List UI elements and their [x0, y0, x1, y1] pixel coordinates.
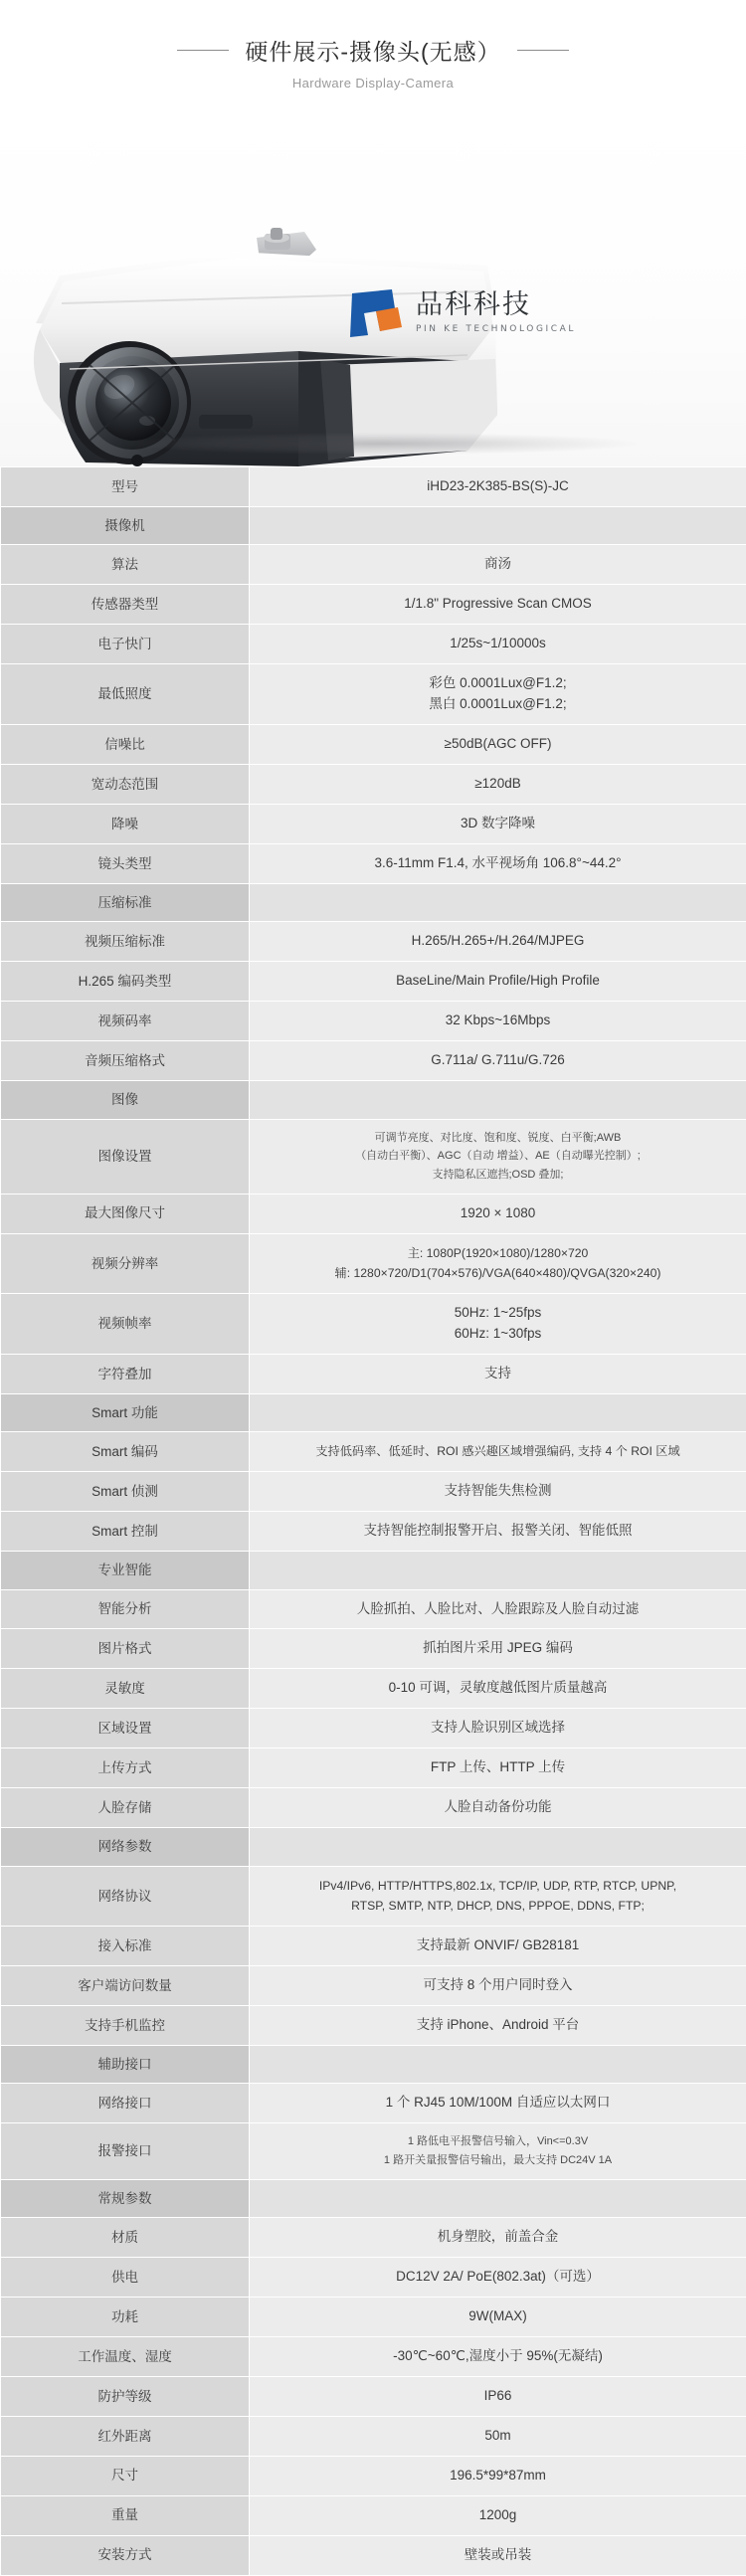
- spec-value: FTP 上传、HTTP 上传: [250, 1748, 746, 1788]
- spec-label: 区域设置: [1, 1709, 250, 1748]
- spec-value: 支持 iPhone、Android 平台: [250, 2005, 746, 2045]
- table-row: [1, 1966, 746, 2006]
- divider-left: [177, 50, 229, 51]
- table-row: [1, 1294, 746, 1355]
- spec-label: 传感器类型: [1, 585, 250, 625]
- table-row: [1, 1828, 746, 1867]
- spec-value: 支持最新 ONVIF/ GB28181: [250, 1927, 746, 1966]
- spec-value: 50m: [250, 2416, 746, 2456]
- table-row: [1, 2218, 746, 2258]
- spec-value: 壁装或吊装: [250, 2535, 746, 2575]
- table-row: [1, 2084, 746, 2123]
- spec-label: 重量: [1, 2495, 250, 2535]
- spec-value: 3D 数字降噪: [250, 804, 746, 843]
- table-row: [1, 883, 746, 922]
- spec-value: [250, 1828, 746, 1867]
- spec-value: 抓拍图片采用 JPEG 编码: [250, 1629, 746, 1669]
- table-row: [1, 625, 746, 664]
- spec-value: H.265/H.265+/H.264/MJPEG: [250, 922, 746, 962]
- table-row: [1, 1748, 746, 1788]
- spec-label: 摄像机: [1, 506, 250, 545]
- spec-label: 红外距离: [1, 2416, 250, 2456]
- spec-label: 网络参数: [1, 1828, 250, 1867]
- spec-value: 支持人脸识别区域选择: [250, 1709, 746, 1748]
- spec-value: BaseLine/Main Profile/High Profile: [250, 962, 746, 1002]
- table-row: [1, 1233, 746, 1293]
- table-row: [1, 962, 746, 1002]
- table-row: [1, 725, 746, 765]
- table-row: [1, 1041, 746, 1081]
- spec-value: 1200g: [250, 2495, 746, 2535]
- table-row: [1, 1551, 746, 1589]
- spec-label: 算法: [1, 545, 250, 585]
- spec-label: 灵敏度: [1, 1669, 250, 1709]
- spec-label: 防护等级: [1, 2376, 250, 2416]
- table-row: [1, 1788, 746, 1828]
- table-row: [1, 1393, 746, 1432]
- spec-value: 1 路低电平报警信号输入，Vin<=0.3V 1 路开关量报警信号输出，最大支持 DC24V 1A: [250, 2123, 746, 2179]
- svg-text:PIN KE TECHNOLOGICAL: PIN KE TECHNOLOGICAL: [416, 324, 576, 334]
- spec-label: 常规参数: [1, 2179, 250, 2218]
- table-row: [1, 1512, 746, 1552]
- spec-table: [0, 466, 746, 2576]
- spec-value: 支持: [250, 1354, 746, 1393]
- page-header: [0, 0, 746, 116]
- spec-value: [250, 506, 746, 545]
- spec-label: 功耗: [1, 2298, 250, 2337]
- product-image-area: [0, 116, 746, 466]
- spec-value: IPv4/IPv6, HTTP/HTTPS,802.1x, TCP/IP, UDP, RTP, RTCP, UPNP, RTSP, SMTP, NTP, DHCP, DNS, PPPOE, DDNS, FTP;: [250, 1866, 746, 1926]
- spec-value: 3.6-11mm F1.4, 水平视场角 106.8°~44.2°: [250, 843, 746, 883]
- table-row: [1, 1119, 746, 1194]
- table-row: [1, 1629, 746, 1669]
- spec-label: 压缩标准: [1, 883, 250, 922]
- spec-label: 字符叠加: [1, 1354, 250, 1393]
- spec-label: 供电: [1, 2258, 250, 2298]
- spec-label: 上传方式: [1, 1748, 250, 1788]
- spec-label: 最低照度: [1, 664, 250, 725]
- spec-value: [250, 1393, 746, 1432]
- camera-illustration: [0, 116, 746, 466]
- spec-label: Smart 编码: [1, 1432, 250, 1472]
- table-row: [1, 2005, 746, 2045]
- spec-label: 镜头类型: [1, 843, 250, 883]
- spec-label: 客户端访问数量: [1, 1966, 250, 2006]
- spec-value: [250, 883, 746, 922]
- table-row: [1, 2495, 746, 2535]
- spec-label: 报警接口: [1, 2123, 250, 2179]
- spec-value: 主: 1080P(1920×1080)/1280×720 辅: 1280×720/D1(704×576)/VGA(640×480)/QVGA(320×240): [250, 1233, 746, 1293]
- spec-label: 支持手机监控: [1, 2005, 250, 2045]
- spec-value: 可调节亮度、对比度、饱和度、锐度、白平衡;AWB （自动白平衡）、AGC（自动 增益）、AE（自动曝光控制）; 支持隐私区遮挡;OSD 叠加;: [250, 1119, 746, 1194]
- table-row: [1, 1002, 746, 1041]
- spec-label: 辅助接口: [1, 2045, 250, 2084]
- product-shadow: [119, 433, 637, 455]
- spec-label: 材质: [1, 2218, 250, 2258]
- table-row: [1, 467, 746, 507]
- spec-value: 机身塑胶，前盖合金: [250, 2218, 746, 2258]
- table-row: [1, 765, 746, 805]
- spec-label: Smart 功能: [1, 1393, 250, 1432]
- spec-value: 彩色 0.0001Lux@F1.2; 黑白 0.0001Lux@F1.2;: [250, 664, 746, 725]
- divider-right: [517, 50, 569, 51]
- table-row: [1, 2456, 746, 2495]
- spec-label: 音频压缩格式: [1, 1041, 250, 1081]
- spec-value: ≥120dB: [250, 765, 746, 805]
- svg-text:品科科技: 品科科技: [416, 289, 531, 320]
- header-title-row: [0, 34, 746, 67]
- spec-label: 网络协议: [1, 1866, 250, 1926]
- table-row: [1, 2179, 746, 2218]
- table-row: [1, 1194, 746, 1233]
- spec-label: 图片格式: [1, 1629, 250, 1669]
- table-row: [1, 506, 746, 545]
- spec-label: Smart 侦测: [1, 1472, 250, 1512]
- spec-value: iHD23-2K385-BS(S)-JC: [250, 467, 746, 507]
- spec-value: DC12V 2A/ PoE(802.3at)（可选）: [250, 2258, 746, 2298]
- spec-value: [250, 1081, 746, 1120]
- spec-label: 型号: [1, 467, 250, 507]
- spec-value: IP66: [250, 2376, 746, 2416]
- page-subtitle: Hardware Display-Camera: [0, 76, 746, 91]
- table-row: [1, 1709, 746, 1748]
- spec-value: 人脸自动备份功能: [250, 1788, 746, 1828]
- spec-label: 视频压缩标准: [1, 922, 250, 962]
- spec-value: 32 Kbps~16Mbps: [250, 1002, 746, 1041]
- table-row: [1, 1081, 746, 1120]
- spec-label: 工作温度、湿度: [1, 2337, 250, 2377]
- spec-label: 专业智能: [1, 1551, 250, 1589]
- table-row: [1, 1432, 746, 1472]
- spec-label: H.265 编码类型: [1, 962, 250, 1002]
- spec-value: 1 个 RJ45 10M/100M 自适应以太网口: [250, 2084, 746, 2123]
- table-row: [1, 545, 746, 585]
- spec-label: 降噪: [1, 804, 250, 843]
- table-row: [1, 1927, 746, 1966]
- spec-value: 50Hz: 1~25fps 60Hz: 1~30fps: [250, 1294, 746, 1355]
- table-row: [1, 2535, 746, 2575]
- table-row: [1, 922, 746, 962]
- spec-label: 图像: [1, 1081, 250, 1120]
- table-row: [1, 2123, 746, 2179]
- spec-value: [250, 2179, 746, 2218]
- table-row: [1, 1354, 746, 1393]
- spec-value: G.711a/ G.711u/G.726: [250, 1041, 746, 1081]
- spec-value: 196.5*99*87mm: [250, 2456, 746, 2495]
- spec-value: 支持智能控制报警开启、报警关闭、智能低照: [250, 1512, 746, 1552]
- spec-value: 0-10 可调，灵敏度越低图片质量越高: [250, 1669, 746, 1709]
- spec-label: 智能分析: [1, 1589, 250, 1629]
- spec-label: 视频帧率: [1, 1294, 250, 1355]
- table-row: [1, 585, 746, 625]
- spec-label: 网络接口: [1, 2084, 250, 2123]
- spec-value: 商汤: [250, 545, 746, 585]
- spec-value: 人脸抓拍、人脸比对、人脸跟踪及人脸自动过滤: [250, 1589, 746, 1629]
- table-row: [1, 1866, 746, 1926]
- spec-label: 接入标准: [1, 1927, 250, 1966]
- table-row: [1, 804, 746, 843]
- spec-value: 1/25s~1/10000s: [250, 625, 746, 664]
- table-row: [1, 1589, 746, 1629]
- spec-label: 宽动态范围: [1, 765, 250, 805]
- table-row: [1, 2045, 746, 2084]
- spec-value: [250, 2045, 746, 2084]
- spec-label: 图像设置: [1, 1119, 250, 1194]
- spec-label: 信噪比: [1, 725, 250, 765]
- spec-value: 支持智能失焦检测: [250, 1472, 746, 1512]
- table-row: [1, 2337, 746, 2377]
- spec-value: -30℃~60℃,湿度小于 95%(无凝结): [250, 2337, 746, 2377]
- table-row: [1, 2298, 746, 2337]
- page-title: 硬件展示-摄像头(无感）: [245, 34, 500, 67]
- spec-value: ≥50dB(AGC OFF): [250, 725, 746, 765]
- table-row: [1, 2376, 746, 2416]
- spec-label: 视频码率: [1, 1002, 250, 1041]
- table-row: [1, 1669, 746, 1709]
- table-row: [1, 1472, 746, 1512]
- spec-label: 最大图像尺寸: [1, 1194, 250, 1233]
- table-row: [1, 2258, 746, 2298]
- spec-value: 支持低码率、低延时、ROI 感兴趣区域增强编码, 支持 4 个 ROI 区域: [250, 1432, 746, 1472]
- spec-label: 电子快门: [1, 625, 250, 664]
- table-row: [1, 843, 746, 883]
- spec-value: 1/1.8" Progressive Scan CMOS: [250, 585, 746, 625]
- spec-value: [250, 1551, 746, 1589]
- spec-label: 安装方式: [1, 2535, 250, 2575]
- spec-label: Smart 控制: [1, 1512, 250, 1552]
- spec-value: 9W(MAX): [250, 2298, 746, 2337]
- table-row: [1, 2416, 746, 2456]
- spec-label: 视频分辨率: [1, 1233, 250, 1293]
- spec-label: 尺寸: [1, 2456, 250, 2495]
- table-row: [1, 664, 746, 725]
- spec-label: 人脸存储: [1, 1788, 250, 1828]
- spec-value: 1920 × 1080: [250, 1194, 746, 1233]
- spec-value: 可支持 8 个用户同时登入: [250, 1966, 746, 2006]
